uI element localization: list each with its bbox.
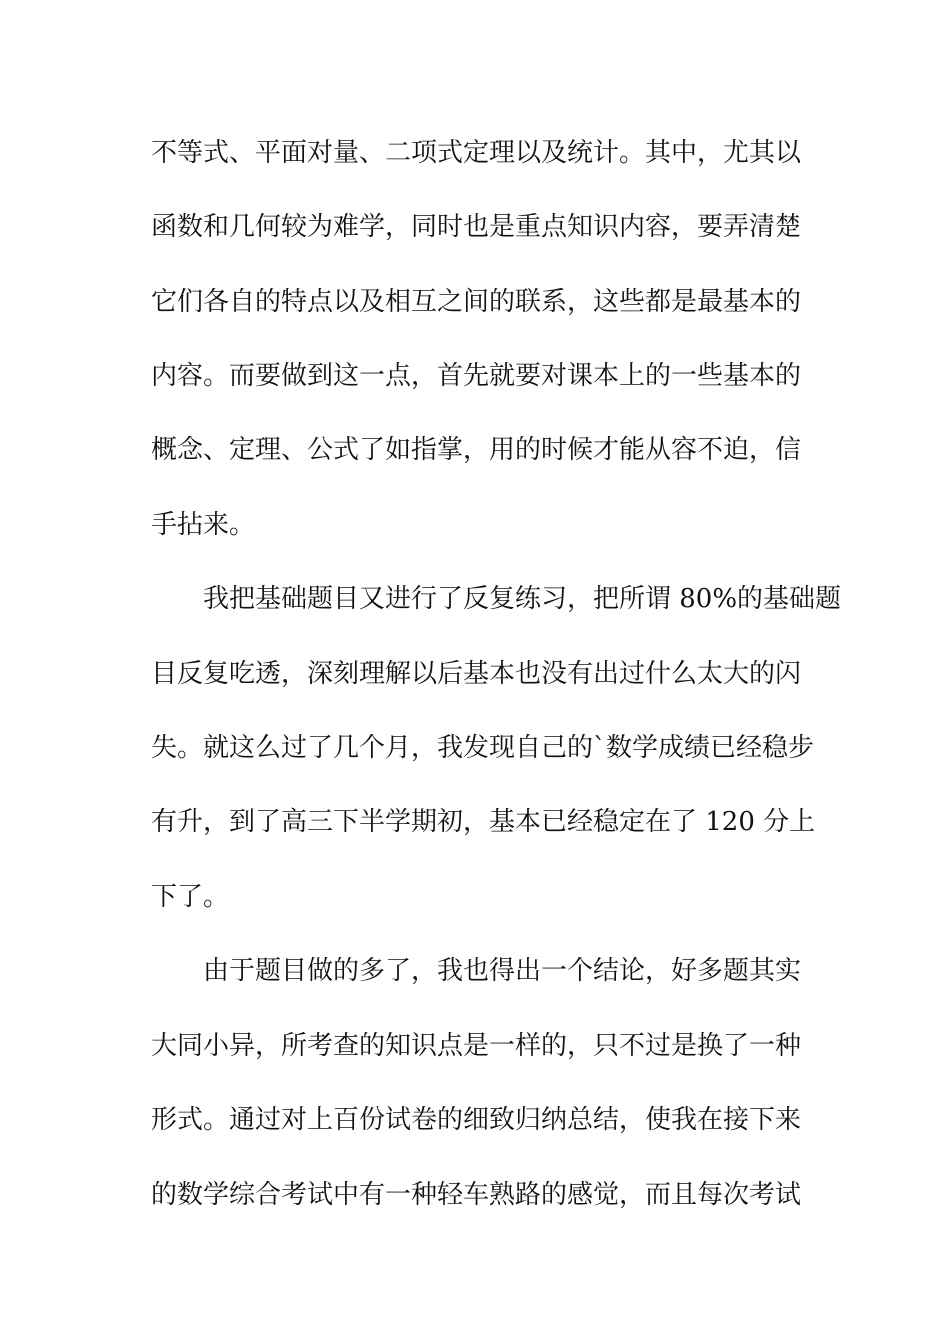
paragraph-first-line: 由于题目做的多了，我也得出一个结论，好多题其实 xyxy=(203,956,802,986)
text-line: 概念、定理、公式了如指掌，用的时候才能从容不迫，信 xyxy=(151,435,802,465)
text-line: 失。就这么过了几个月，我发现自己的`数学成绩已经稳步 xyxy=(151,733,815,763)
text-line: 手拈来。 xyxy=(151,510,256,540)
text-line: 它们各自的特点以及相互之间的联系，这些都是最基本的 xyxy=(151,287,802,317)
text-line: 目反复吃透，深刻理解以后基本也没有出过什么太大的闪 xyxy=(151,659,802,689)
text-line: 形式。通过对上百份试卷的细致归纳总结，使我在接下来 xyxy=(151,1105,802,1135)
text-line: 有升，到了高三下半学期初，基本已经稳定在了 120 分上 xyxy=(151,807,816,837)
text-line: 的数学综合考试中有一种轻车熟路的感觉，而且每次考试 xyxy=(151,1180,802,1210)
text-line: 下了。 xyxy=(151,882,230,912)
text-line: 不等式、平面对量、二项式定理以及统计。其中，尤其以 xyxy=(151,138,802,168)
text-line: 函数和几何较为难学，同时也是重点知识内容，要弄清楚 xyxy=(151,212,802,242)
paragraph-first-line: 我把基础题目又进行了反复练习，把所谓 80%的基础题 xyxy=(203,584,842,614)
text-line: 内容。而要做到这一点，首先就要对课本上的一些基本的 xyxy=(151,361,802,391)
text-line: 大同小异，所考查的知识点是一样的，只不过是换了一种 xyxy=(151,1031,802,1061)
